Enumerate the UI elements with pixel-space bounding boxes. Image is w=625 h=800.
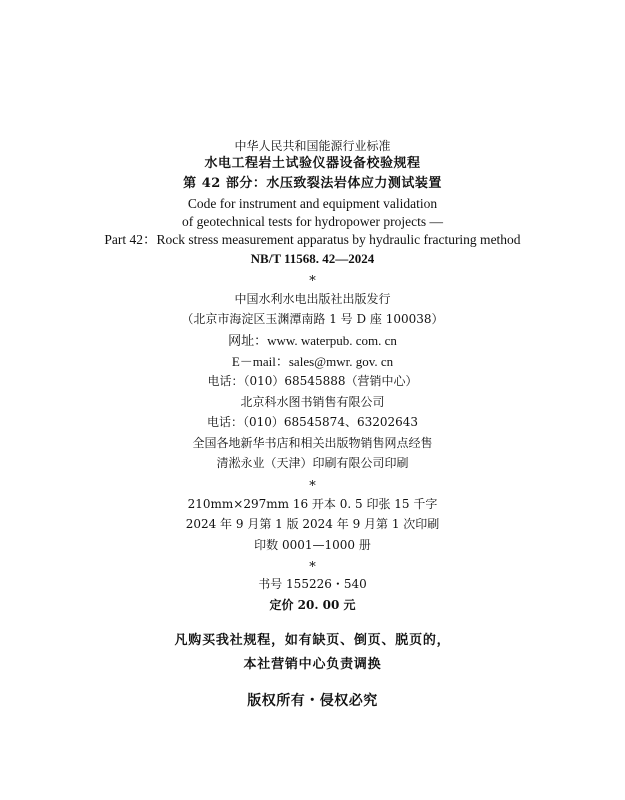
- publisher-address: （北京市海淀区玉渊潭南路 1 号 D 座 100038）: [181, 312, 444, 326]
- notice-line-1: 凡购买我社规程，如有缺页、倒页、脱页的，: [174, 633, 451, 648]
- price: 定价 20. 00 元: [269, 598, 356, 612]
- standard-code: NB/T 11568. 42—2024: [250, 251, 375, 266]
- publisher-phone: 电话：（010）68545888（营销中心）: [207, 374, 418, 388]
- title-en-line-2: of geotechnical tests for hydropower projects —: [182, 214, 443, 229]
- copyright-notice: 版权所有・侵权必究: [247, 693, 378, 709]
- title-cn-part: 第 42 部分：水压致裂法岩体应力测试装置: [183, 176, 442, 191]
- notice-line-2: 本社营销中心负责调换: [243, 657, 382, 672]
- standard-type: 中华人民共和国能源行业标准: [234, 139, 391, 153]
- separator-3: *: [309, 560, 316, 575]
- publisher-website: 网址：www. waterpub. com. cn: [228, 333, 397, 348]
- title-cn-main: 水电工程岩土试验仪器设备校验规程: [204, 156, 421, 171]
- separator-2: *: [309, 479, 316, 494]
- isbn: 书号 155226・540: [258, 577, 367, 591]
- publisher-email: E－mail：sales@mwr. gov. cn: [231, 354, 394, 369]
- title-en-line-3: Part 42：Rock stress measurement apparatus by hydraulic fracturing method: [104, 232, 521, 247]
- edition-info: 2024 年 9 月第 1 版 2024 年 9 月第 1 次印刷: [185, 517, 440, 531]
- distributor-phone: 电话：（010）68545874、63202643: [206, 415, 419, 429]
- separator-1: *: [309, 274, 316, 289]
- distributor-name: 北京科水图书销售有限公司: [240, 395, 385, 409]
- title-en-line-1: Code for instrument and equipment validation: [187, 196, 438, 211]
- publisher-name: 中国水利水电出版社出版发行: [234, 292, 391, 306]
- distributor-channels: 全国各地新华书店和相关出版物销售网点经售: [192, 436, 433, 450]
- print-run: 印数 0001—1000 册: [254, 538, 371, 552]
- book-format: 210mm×297mm 16 开本 0. 5 印张 15 千字: [187, 497, 438, 511]
- printer: 清淞永业（天津）印刷有限公司印刷: [216, 456, 409, 470]
